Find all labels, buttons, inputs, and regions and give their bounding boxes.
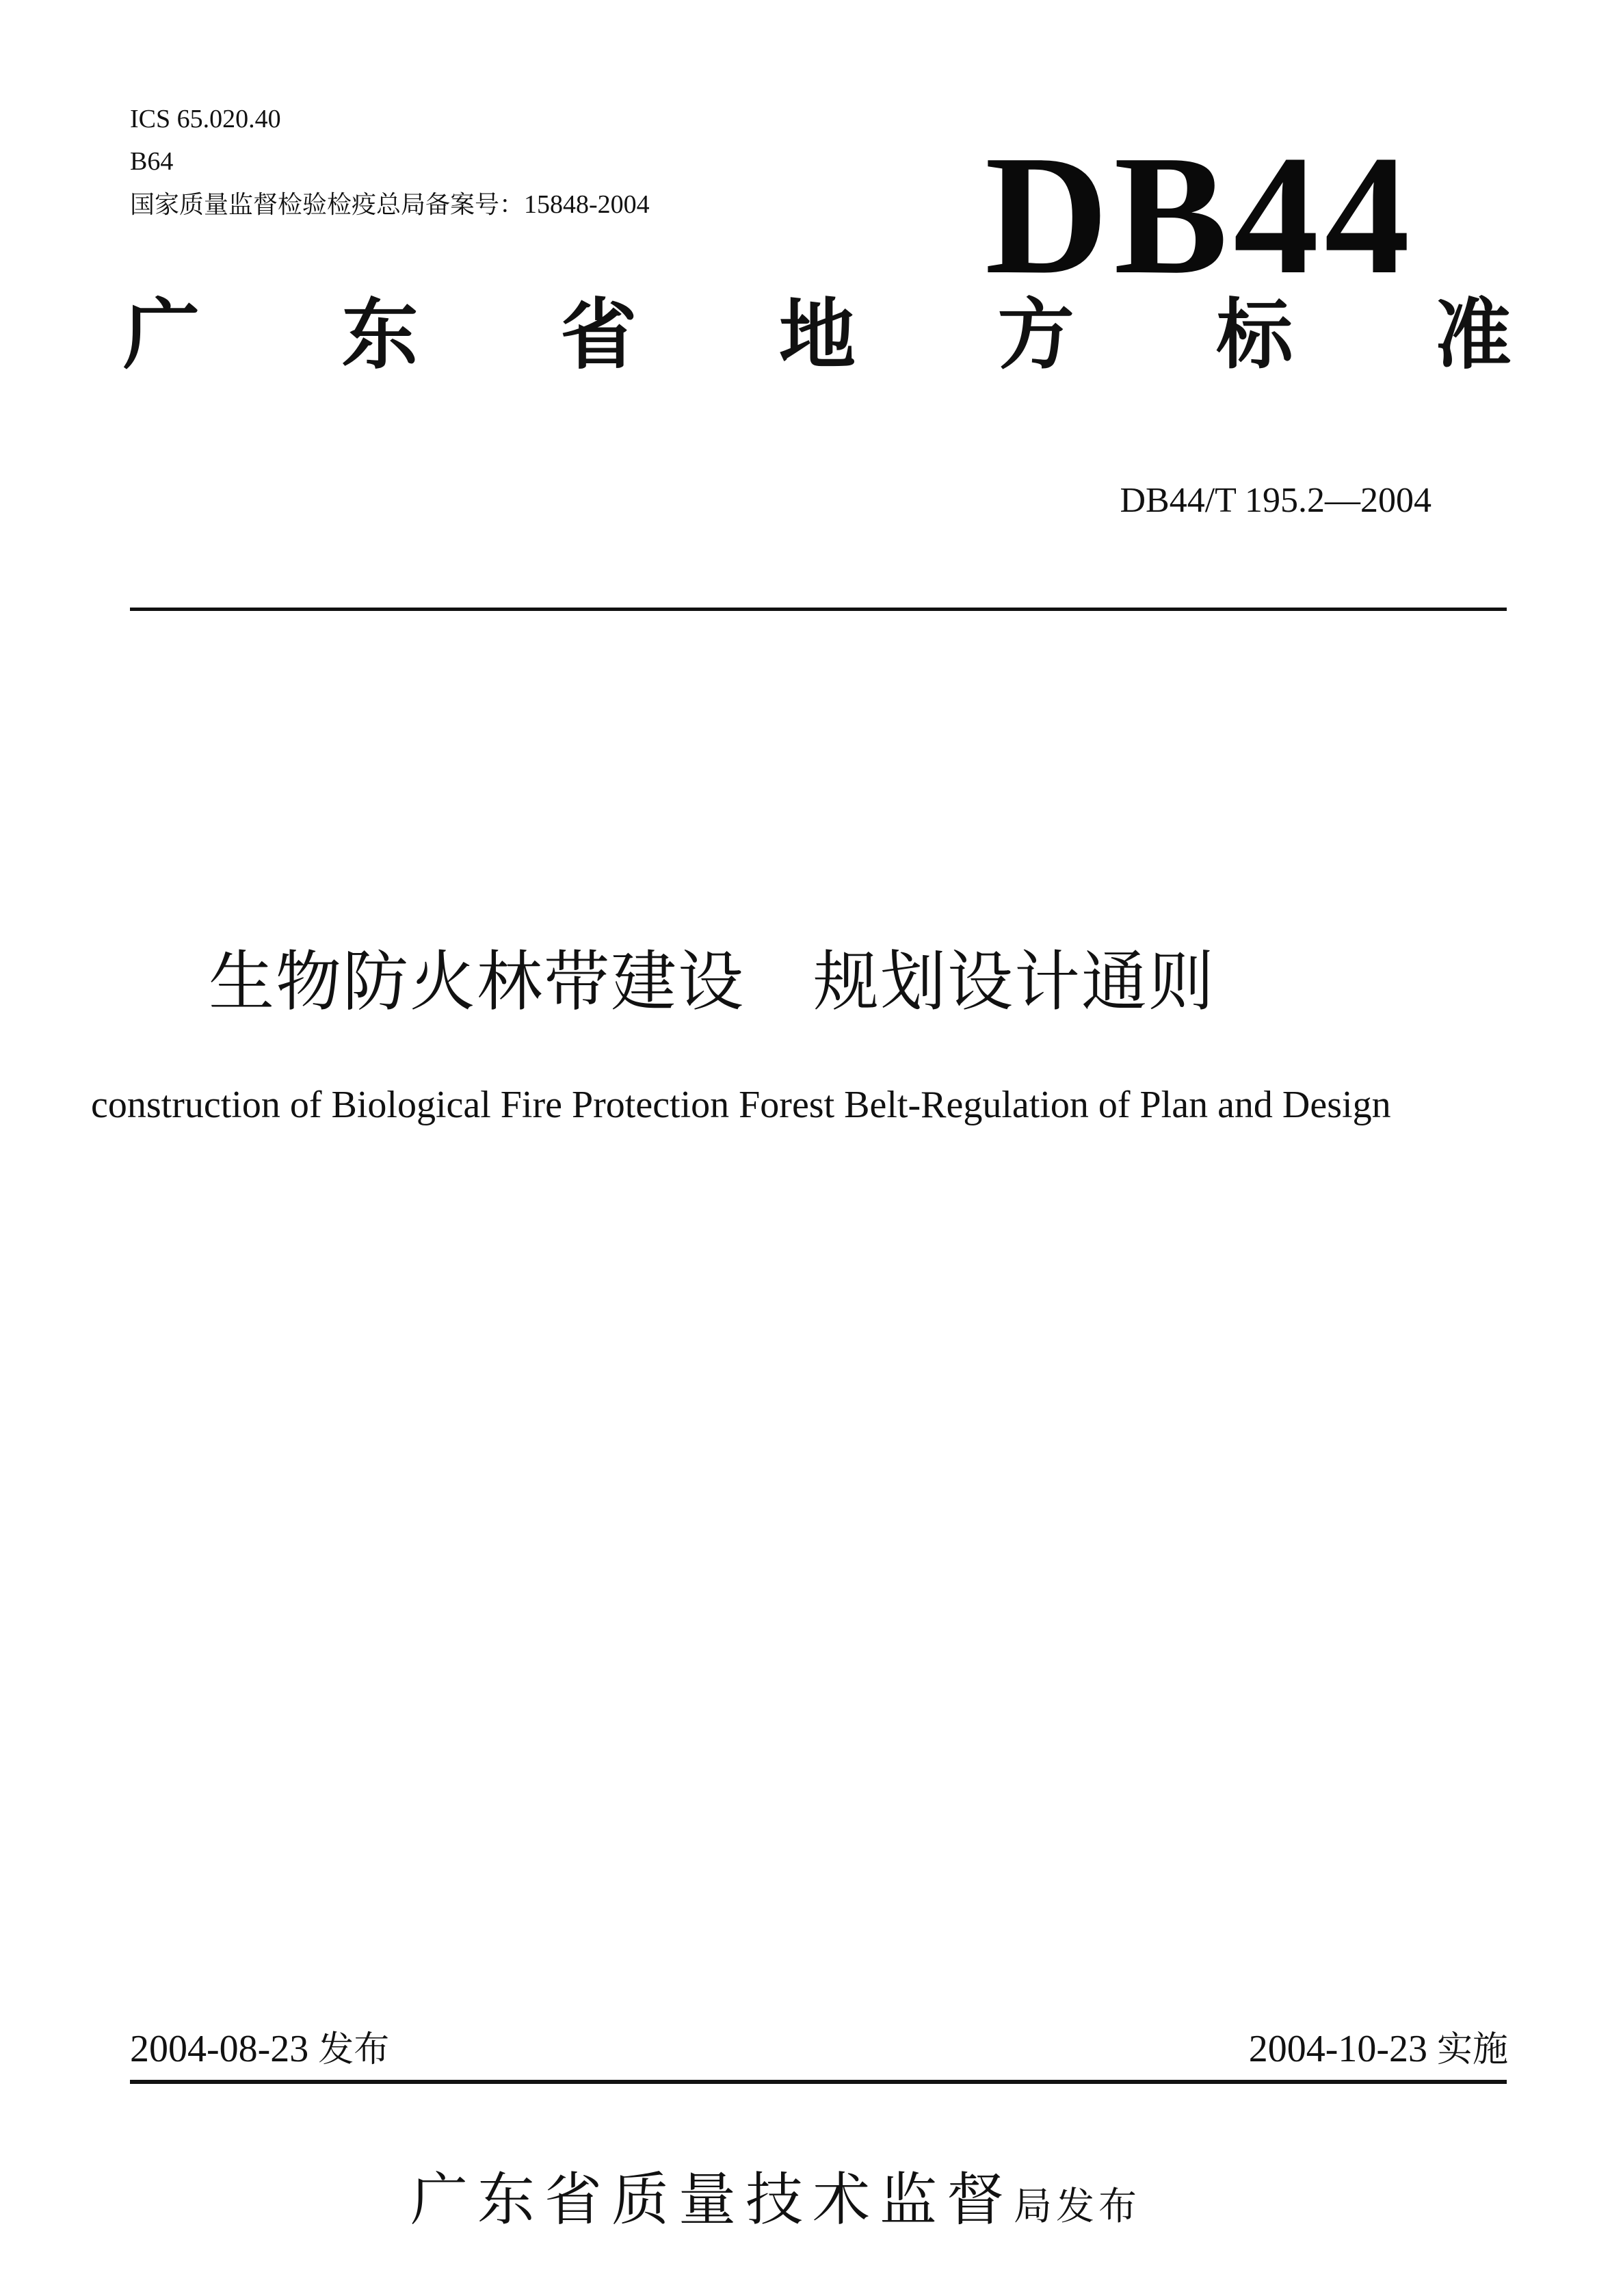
publisher-suffix: 局发布 bbox=[1014, 2184, 1142, 2229]
implement-date: 2004-10-23 bbox=[1248, 2028, 1427, 2070]
implement-date-line bbox=[1249, 2025, 1508, 2074]
standard-type-char: 地 bbox=[778, 291, 856, 380]
standard-type-heading bbox=[123, 291, 1512, 380]
db-code-mark: DB44 bbox=[985, 120, 1416, 310]
standard-number: DB44/T 195.2—2004 bbox=[1120, 481, 1431, 520]
standard-type-char: 广 bbox=[123, 291, 200, 380]
publisher-name: 广东省质量技术监督 bbox=[410, 2166, 1014, 2233]
ccs-code: B64 bbox=[130, 147, 174, 176]
filing-number-line bbox=[130, 188, 650, 222]
standard-type-char: 标 bbox=[1216, 291, 1293, 380]
title-cn-part1: 生物防火林带建设 bbox=[209, 943, 745, 1020]
standard-type-char: 方 bbox=[997, 291, 1074, 380]
filing-number: 15848-2004 bbox=[524, 190, 650, 219]
standard-type-char: 准 bbox=[1434, 291, 1512, 380]
document-title-cn bbox=[209, 941, 1215, 1023]
standard-type-char: 东 bbox=[341, 291, 419, 380]
title-cn-part2: 规划设计通则 bbox=[813, 943, 1215, 1020]
publish-label: 发布 bbox=[318, 2029, 390, 2070]
standard-type-char: 省 bbox=[560, 291, 637, 380]
ics-code: ICS 65.020.40 bbox=[130, 105, 281, 133]
publish-date: 2004-08-23 bbox=[130, 2028, 309, 2070]
filing-label: 国家质量监督检验检疫总局备案号： bbox=[130, 191, 525, 219]
document-title-en: construction of Biological Fire Protection Forest Belt-Regulation of Plan and Design bbox=[91, 1084, 1391, 1126]
bottom-divider bbox=[130, 2080, 1507, 2084]
implement-label: 实施 bbox=[1436, 2029, 1508, 2070]
publish-date-line bbox=[130, 2025, 389, 2074]
top-divider bbox=[130, 608, 1507, 611]
publisher-line bbox=[410, 2162, 1141, 2245]
